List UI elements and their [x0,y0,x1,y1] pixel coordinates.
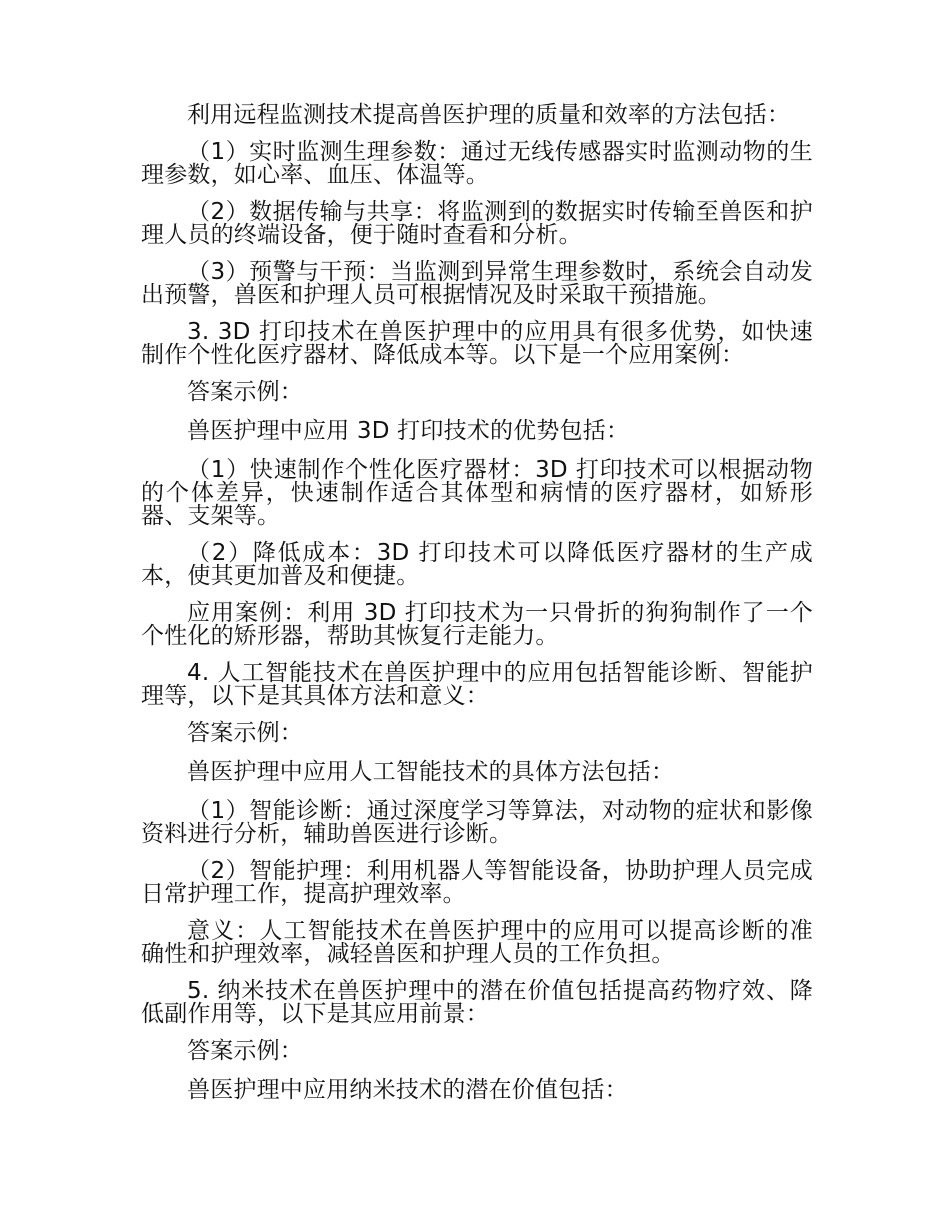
paragraph-answer-example-1: 答案示例： [187,379,303,405]
document-body [141,104,813,1118]
paragraph-3d-custom-devices: （1）快速制作个性化医疗器材：3D 打印技术可以根据动物的个体差异，快速制作适合其体型和病情的医疗器材，如矫形器、支架等。 [141,457,813,529]
paragraph-ai-significance: 意义：人工智能技术在兽医护理中的应用可以提高诊断的准确性和护理效率，减轻兽医和护理人员的工作负担。 [141,918,813,967]
paragraph-3d-printing-question: 3. 3D 打印技术在兽医护理中的应用具有很多优势，如快速制作个性化医疗器材、降低成本等。以下是一个应用案例： [141,319,813,368]
paragraph-remote-monitoring-intro: 利用远程监测技术提高兽医护理的质量和效率的方法包括： [187,102,791,128]
paragraph-3d-case: 应用案例：利用 3D 打印技术为一只骨折的狗狗制作了一个个性化的矫形器，帮助其恢复行走能力。 [141,600,813,649]
paragraph-3d-advantages-intro: 兽医护理中应用 3D 打印技术的优势包括： [187,418,630,444]
paragraph-ai-methods-intro: 兽医护理中应用人工智能技术的具体方法包括： [187,759,675,785]
paragraph-answer-example-2: 答案示例： [187,720,303,746]
paragraph-nano-question: 5. 纳米技术在兽医护理中的潜在价值包括提高药物疗效、降低副作用等，以下是其应用前景： [141,978,813,1027]
paragraph-ai-diagnosis: （1）智能诊断：通过深度学习等算法，对动物的症状和影像资料进行分析，辅助兽医进行诊断。 [141,798,813,847]
paragraph-3d-cost-reduction: （2）降低成本：3D 打印技术可以降低医疗器材的生产成本，使其更加普及和便捷。 [141,540,813,589]
paragraph-ai-nursing: （2）智能护理：利用机器人等智能设备，协助护理人员完成日常护理工作，提高护理效率。 [141,858,813,907]
paragraph-ai-question: 4. 人工智能技术在兽医护理中的应用包括智能诊断、智能护理等，以下是其具体方法和意义： [141,660,813,709]
paragraph-answer-example-3: 答案示例： [187,1038,303,1064]
paragraph-nano-value-intro: 兽医护理中应用纳米技术的潜在价值包括： [187,1077,628,1103]
paragraph-warning-intervention: （3）预警与干预：当监测到异常生理参数时，系统会自动发出预警，兽医和护理人员可根据情况及时采取干预措施。 [141,259,813,308]
paragraph-data-sharing: （2）数据传输与共享：将监测到的数据实时传输至兽医和护理人员的终端设备，便于随时查看和分析。 [141,199,813,248]
paragraph-realtime-monitoring: （1）实时监测生理参数：通过无线传感器实时监测动物的生理参数，如心率、血压、体温等。 [141,139,813,188]
